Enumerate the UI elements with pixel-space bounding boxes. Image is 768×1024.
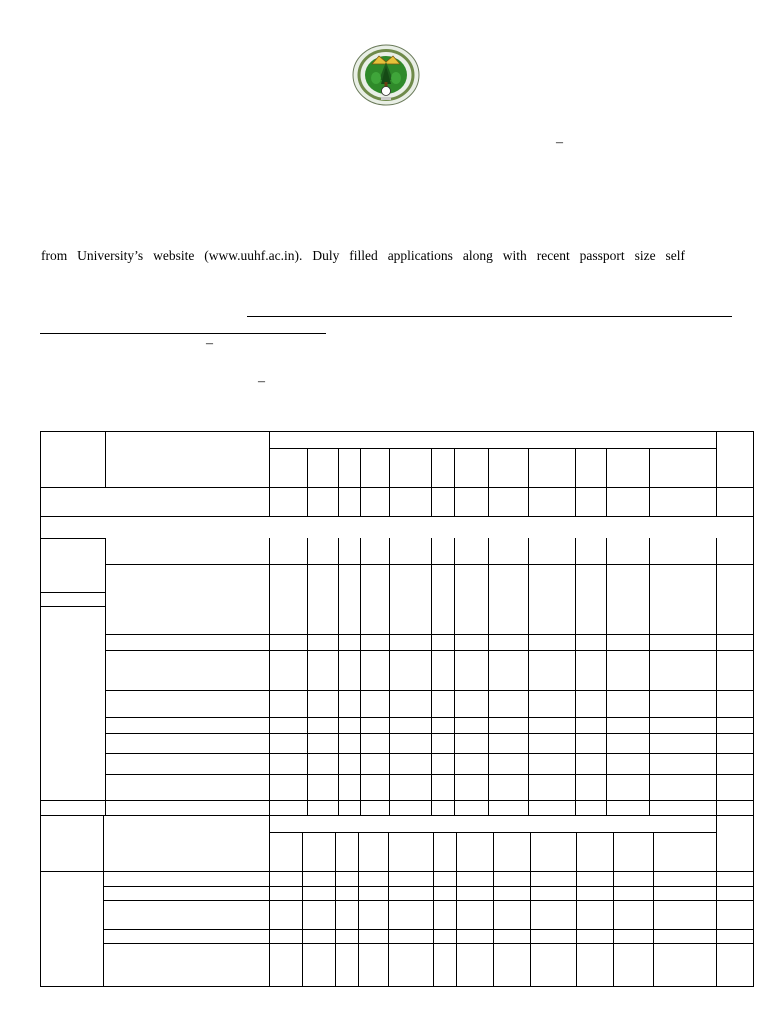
dash-mark: –: [556, 135, 563, 150]
body-text-line: from University’s website (www.uuhf.ac.in). Duly filled applications along with recent passport size self: [41, 248, 685, 263]
dash-mark: –: [206, 336, 213, 351]
dash-mark: –: [258, 374, 265, 389]
